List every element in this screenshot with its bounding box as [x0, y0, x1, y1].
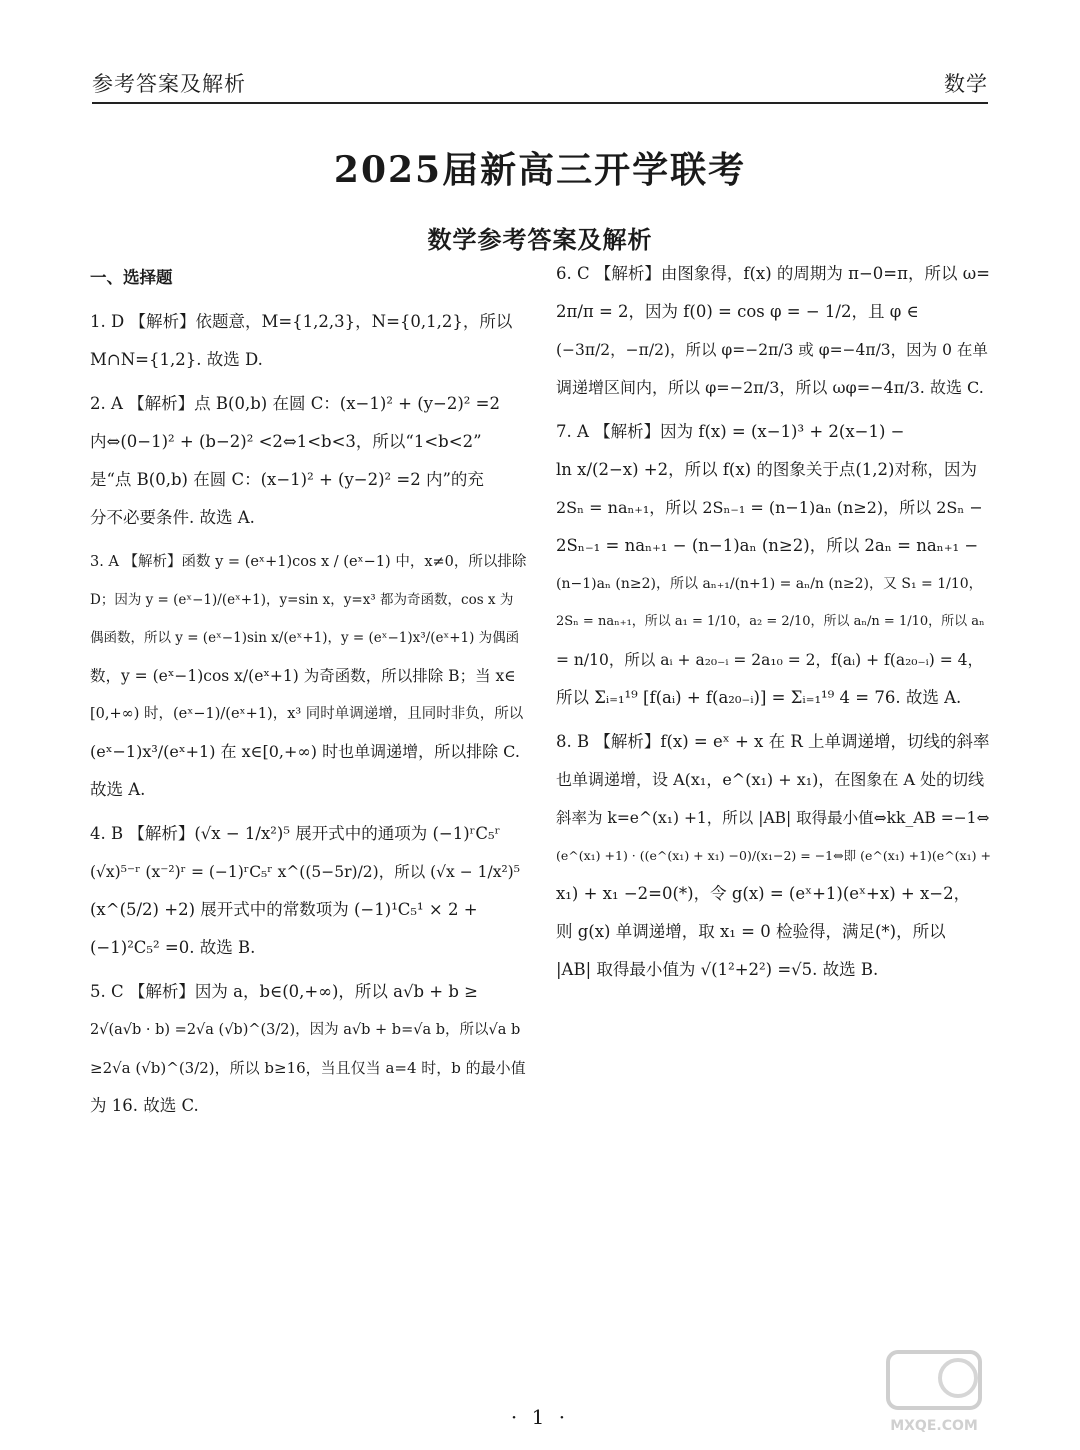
answer-line: 2. A 【解析】点 B(0,b) 在圆 C：(x−1)² + (y−2)² =2: [90, 394, 500, 413]
answer-block: [556, 262, 994, 400]
left-answers: [90, 310, 526, 1118]
answer-block: [90, 822, 526, 960]
answer-line: 4. B 【解析】(√x − 1/x²)⁵ 展开式中的通项为 (−1)ʳC₅ʳ: [90, 824, 501, 843]
answer-line: |AB| 取得最小值为 √(1²+2²) =√5. 故选 B.: [556, 960, 879, 979]
answer-line: D；因为 y = (eˣ−1)/(eˣ+1)，y=sin x，y=x³ 都为奇函数，cos x 为: [90, 592, 514, 608]
answer-block: [556, 420, 994, 710]
svg-text:MXQE.COM: MXQE.COM: [890, 1418, 978, 1434]
answer-line: 2√(a√b · b) =2√a (√b)^(3/2)，因为 a√b + b=√a b，所以√a b: [90, 1022, 521, 1038]
answer-line: 偶函数，所以 y = (eˣ−1)sin x/(eˣ+1)，y = (eˣ−1)x³/(eˣ+1) 为偶函: [90, 630, 520, 646]
answer-line: 分不必要条件. 故选 A.: [90, 508, 255, 527]
answer-line: 2Sₙ₋₁ = naₙ₊₁ − (n−1)aₙ (n≥2)，所以 2aₙ = naₙ₊₁ −: [556, 536, 979, 555]
exam-title: 2025届新高三开学联考: [333, 149, 747, 191]
header-subject: 数学: [944, 72, 988, 96]
page-number: · 1 ·: [510, 1405, 570, 1429]
answer-line: 所以 Σᵢ₌₁¹⁹ [f(aᵢ) + f(a₂₀₋ᵢ)] = Σᵢ₌₁¹⁹ 4 = 76. 故选 A.: [556, 688, 962, 707]
answer-line: (−3π/2，−π/2)，所以 φ=−2π/3 或 φ=−4π/3，因为 0 在单: [556, 341, 988, 359]
answer-line: 为 16. 故选 C.: [90, 1096, 199, 1115]
answer-line: 1. D 【解析】依题意，M={1,2,3}，N={0,1,2}，所以: [90, 312, 513, 331]
answer-line: 7. A 【解析】因为 f(x) = (x−1)³ + 2(x−1) −: [556, 422, 905, 441]
page-header: [92, 62, 988, 104]
answer-line: 5. C 【解析】因为 a，b∈(0,+∞)，所以 a√b + b ≥: [90, 982, 479, 1001]
right-answers: [556, 262, 994, 982]
answer-block: [90, 980, 526, 1118]
answer-line: 3. A 【解析】函数 y = (eˣ+1)cos x / (eˣ−1) 中，x≠0，所以排除: [90, 554, 526, 570]
answer-line: 2π/π = 2，因为 f(0) = cos φ = − 1/2，且 φ ∈: [556, 302, 919, 321]
answer-line: 斜率为 k=e^(x₁) +1，所以 |AB| 取得最小值⇔kk_AB =−1⇔: [556, 809, 990, 827]
answer-line: ln x/(2−x) +2，所以 f(x) 的图象关于点(1,2)对称，因为: [556, 460, 977, 479]
answer-block: [90, 392, 526, 530]
answer-line: 数，y = (eˣ−1)cos x/(eˣ+1) 为奇函数，所以排除 B；当 x∈: [90, 667, 516, 685]
answer-line: (eˣ−1)x³/(eˣ+1) 在 x∈[0,+∞) 时也单调递增，所以排除 C.: [90, 742, 520, 761]
answer-line: 2Sₙ = naₙ₊₁，所以 2Sₙ₋₁ = (n−1)aₙ (n≥2)，所以 2Sₙ −: [556, 498, 983, 517]
answer-block: [90, 310, 526, 372]
answer-block: [556, 730, 994, 982]
answer-line: ≥2√a (√b)^(3/2)，所以 b≥16，当且仅当 a=4 时，b 的最小值: [90, 1059, 526, 1077]
right-column: [556, 262, 994, 1002]
answer-line: M∩N={1,2}. 故选 D.: [90, 350, 263, 369]
answer-line: 是“点 B(0,b) 在圆 C：(x−1)² + (y−2)² =2 内”的充: [90, 470, 484, 489]
answer-line: 8. B 【解析】f(x) = eˣ + x 在 R 上单调递增，切线的斜率: [556, 732, 990, 751]
watermark-logo: [884, 1348, 984, 1438]
header-left-text: 参考答案及解析: [92, 72, 246, 96]
answer-line: 则 g(x) 单调递增，取 x₁ = 0 检验得，满足(*)，所以: [556, 922, 946, 941]
answer-line: 6. C 【解析】由图象得，f(x) 的周期为 π−0=π，所以 ω=: [556, 264, 990, 283]
answer-line: (√x)⁵⁻ʳ (x⁻²)ʳ = (−1)ʳC₅ʳ x^((5−5r)/2)，所以 (√x − 1/x²)⁵: [90, 863, 520, 881]
left-column: [90, 262, 526, 1138]
section-heading: 一、选择题: [90, 268, 173, 287]
answer-block: [90, 550, 526, 802]
answer-line: (n−1)aₙ (n≥2)，所以 aₙ₊₁/(n+1) = aₙ/n (n≥2)，又 S₁ = 1/10，: [556, 576, 983, 592]
answer-line: 内⇔(0−1)² + (b−2)² <2⇔1<b<3，所以“1<b<2”: [90, 432, 482, 451]
answer-line: 2Sₙ = naₙ₊₁，所以 a₁ = 1/10，a₂ = 2/10，所以 aₙ/n = 1/10，所以 aₙ: [556, 614, 985, 629]
answer-line: 也单调递增，设 A(x₁，e^(x₁) + x₁)，在图象在 A 处的切线: [556, 770, 985, 789]
answer-line: [0,+∞) 时，(eˣ−1)/(eˣ+1)，x³ 同时单调递增，且同时非负，所以: [90, 706, 524, 722]
answer-line: (e^(x₁) +1) · ((e^(x₁) + x₁) −0)/(x₁−2) = −1⇔即 (e^(x₁) +1)(e^(x₁) +: [556, 848, 991, 863]
answer-line: 调递增区间内，所以 φ=−2π/3，所以 ωφ=−4π/3. 故选 C.: [556, 378, 984, 397]
exam-subtitle: 数学参考答案及解析: [427, 225, 653, 254]
answer-line: x₁) + x₁ −2=0(*)，令 g(x) = (eˣ+1)(eˣ+x) + x−2，: [556, 884, 971, 903]
answer-line: 故选 A.: [90, 780, 146, 799]
answer-line: (x^(5/2) +2) 展开式中的常数项为 (−1)¹C₅¹ × 2 +: [90, 900, 478, 919]
answer-line: (−1)²C₅² =0. 故选 B.: [90, 938, 256, 957]
answer-line: = n/10，所以 aᵢ + a₂₀₋ᵢ = 2a₁₀ = 2，f(aᵢ) + f(a₂₀₋ᵢ) = 4，: [556, 651, 984, 669]
